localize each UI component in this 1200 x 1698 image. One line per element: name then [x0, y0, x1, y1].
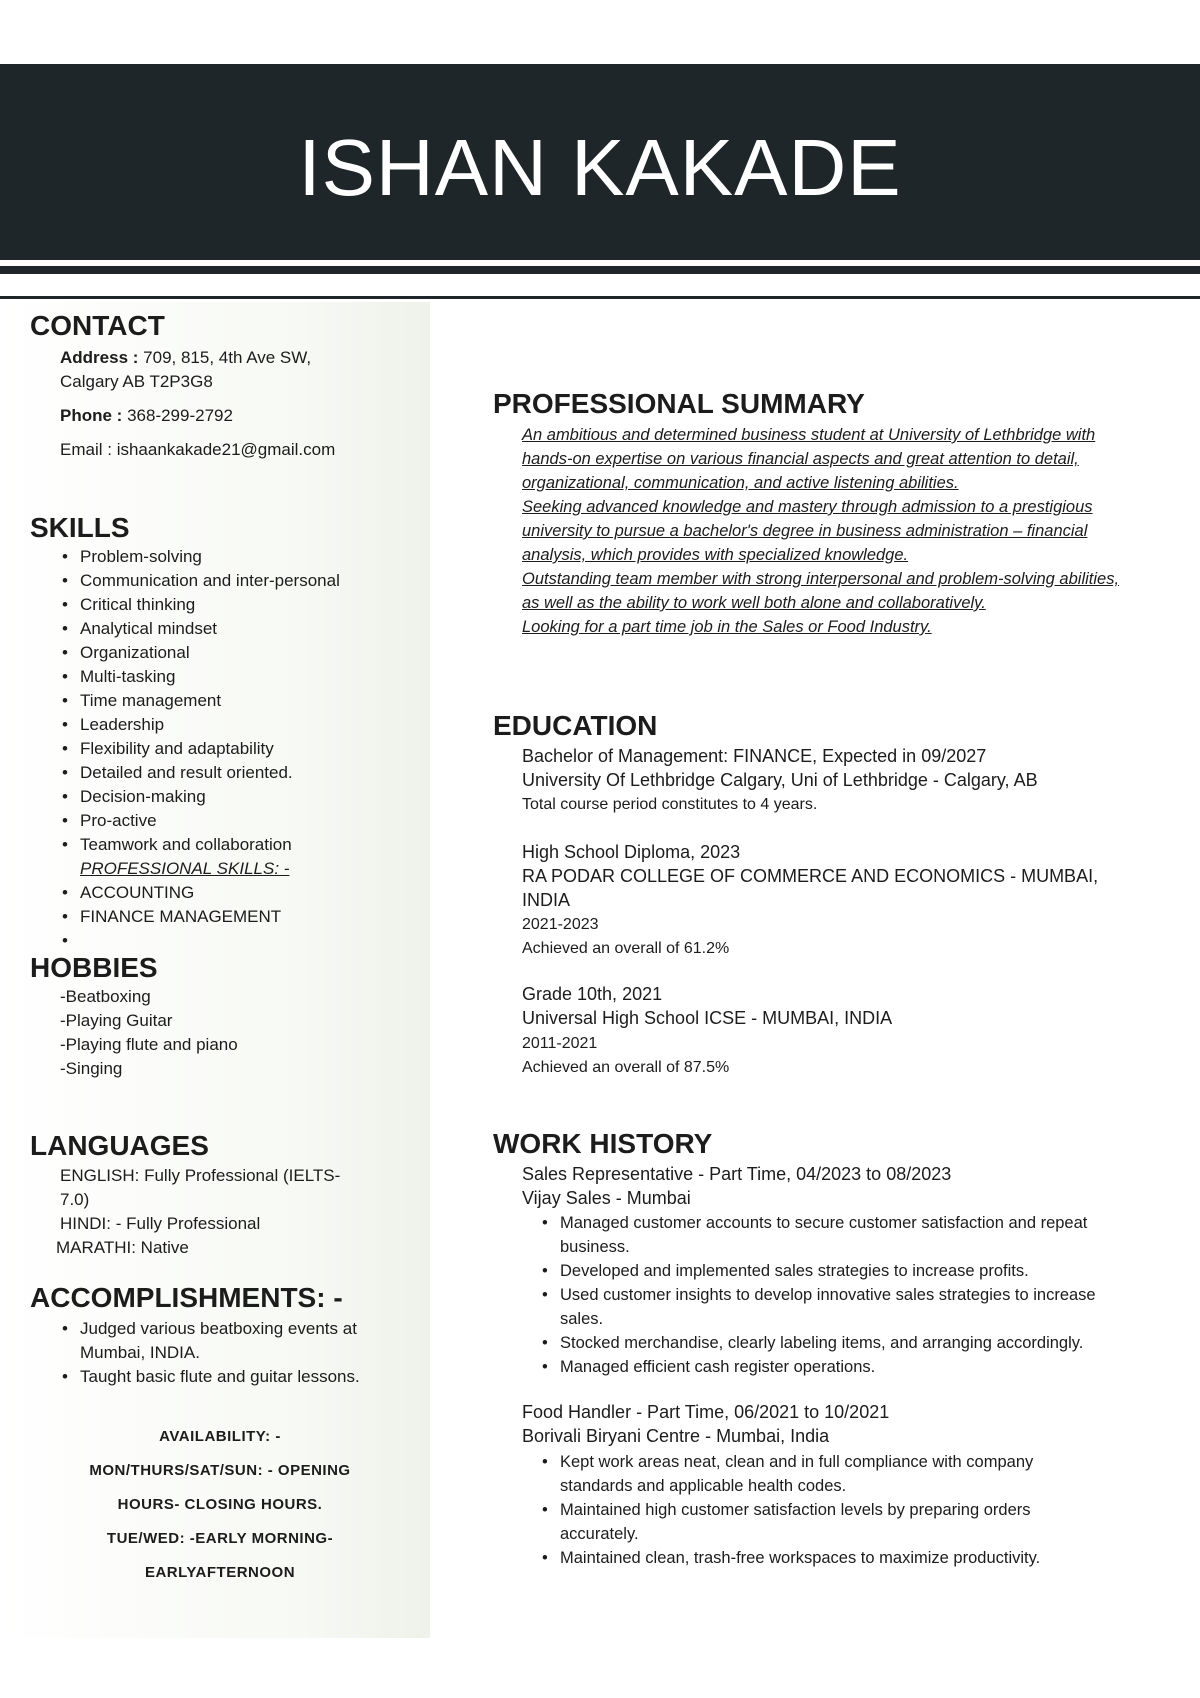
- list-item: • Managed customer accounts to secure customer satisfaction and repeat business.: [540, 1211, 1140, 1259]
- header-banner: [0, 64, 1200, 260]
- list-item: • Managed efficient cash register operations.: [540, 1355, 1140, 1379]
- education-years: 2021-2023: [522, 916, 599, 933]
- languages-heading: LANGUAGES: [30, 1130, 209, 1161]
- professional-skills-heading: PROFESSIONAL SKILLS: -: [80, 859, 290, 878]
- list-item: • Maintained high customer satisfaction levels by preparing orders accurately.: [540, 1498, 1100, 1546]
- email: Email : ishaankakade21@gmail.com: [60, 440, 336, 459]
- education-note: Total course period constitutes to 4 years.: [522, 796, 818, 813]
- skills-list: [60, 545, 430, 857]
- work-heading: WORK HISTORY: [493, 1128, 713, 1159]
- list-item: • Maintained clean, trash-free workspaces to maximize productivity.: [540, 1546, 1100, 1570]
- summary-paragraph: An ambitious and determined business student at University of Lethbridge with hands-on expertise on various financial aspects and great attention to detail, organizational, communication, and active listening abilities.: [522, 426, 1096, 492]
- degree-title: High School Diploma, 2023: [522, 842, 741, 862]
- language-english: ENGLISH: Fully Professional (IELTS-: [60, 1166, 341, 1185]
- professional-skills-list: [60, 881, 430, 929]
- summary-text: [522, 423, 1132, 639]
- list-item: • Developed and implemented sales strategies to increase profits.: [540, 1259, 1140, 1283]
- job-title: Food Handler - Part Time, 06/2021 to 10/2021: [522, 1402, 890, 1422]
- address-line2: Calgary AB T2P3G8: [60, 372, 213, 391]
- summary-paragraph: Seeking advanced knowledge and mastery through admission to a prestigious university to pursue a bachelor's degree in business administration – financial analysis, which provides with specialized knowledge.: [522, 498, 1093, 564]
- header-rule-thick: [0, 266, 1200, 274]
- summary-heading: PROFESSIONAL SUMMARY: [493, 388, 865, 419]
- availability-block: [30, 1420, 410, 1590]
- education-note: Achieved an overall of 87.5%: [522, 1059, 730, 1076]
- list-item: • Flexibility and adaptability: [60, 737, 430, 761]
- job-company: Borivali Biryani Centre - Mumbai, India: [522, 1426, 830, 1446]
- hobbies-heading: HOBBIES: [30, 952, 158, 983]
- list-item: • Judged various beatboxing events at Mumbai, INDIA.: [60, 1317, 370, 1365]
- list-item: • Multi-tasking: [60, 665, 430, 689]
- availability-line: TUE/WED: -EARLY MORNING-: [106, 1530, 334, 1547]
- list-item: -Playing Guitar: [60, 1011, 173, 1030]
- skills-heading: SKILLS: [30, 512, 130, 543]
- availability-line: MON/THURS/SAT/SUN: - OPENING: [89, 1462, 351, 1479]
- availability-heading: AVAILABILITY: -: [159, 1428, 281, 1445]
- header-rule-thin: [0, 296, 1200, 299]
- contact-heading: CONTACT: [30, 310, 165, 341]
- list-item: -Singing: [60, 1059, 123, 1078]
- list-item: • Teamwork and collaboration: [60, 833, 430, 857]
- list-item: -Beatboxing: [60, 987, 151, 1006]
- language-marathi: MARATHI: Native: [56, 1238, 189, 1257]
- summary-paragraph: Outstanding team member with strong interpersonal and problem-solving abilities, as well as the ability to work well both alone and collaboratively.: [522, 570, 1120, 612]
- accomplishments-heading: ACCOMPLISHMENTS: -: [30, 1282, 343, 1313]
- language-english-cont: 7.0): [60, 1190, 90, 1209]
- job-company: Vijay Sales - Mumbai: [522, 1188, 691, 1208]
- school-name: University Of Lethbridge Calgary, Uni of Lethbridge - Calgary, AB: [522, 770, 1038, 790]
- job-duties-list: [540, 1450, 1100, 1570]
- list-item: • Taught basic flute and guitar lessons.: [60, 1365, 370, 1389]
- list-item: -Playing flute and piano: [60, 1035, 238, 1054]
- education-years: 2011-2021: [522, 1035, 598, 1052]
- list-item: • Kept work areas neat, clean and in full compliance with company standards and applicable health codes.: [540, 1450, 1100, 1498]
- list-item: • ACCOUNTING: [60, 881, 430, 905]
- address-line1: Address : 709, 815, 4th Ave SW,: [60, 348, 312, 367]
- degree-title: Bachelor of Management: FINANCE, Expected in 09/2027: [522, 746, 987, 766]
- list-item: • Detailed and result oriented.: [60, 761, 430, 785]
- education-heading: EDUCATION: [493, 710, 658, 741]
- list-item: • Used customer insights to develop innovative sales strategies to increase sales.: [540, 1283, 1140, 1331]
- list-item: • Communication and inter-personal: [60, 569, 430, 593]
- school-name: RA PODAR COLLEGE OF COMMERCE AND ECONOMICS - MUMBAI, INDIA: [522, 866, 1099, 910]
- list-item: • Leadership: [60, 713, 430, 737]
- list-item: • Organizational: [60, 641, 430, 665]
- list-item: • Stocked merchandise, clearly labeling items, and arranging accordingly.: [540, 1331, 1140, 1355]
- list-item: • FINANCE MANAGEMENT: [60, 905, 430, 929]
- education-note: Achieved an overall of 61.2%: [522, 940, 730, 957]
- job-duties-list: [540, 1211, 1140, 1379]
- school-name: Universal High School ICSE - MUMBAI, INDIA: [522, 1008, 893, 1028]
- list-item: • Decision-making: [60, 785, 430, 809]
- availability-line: HOURS- CLOSING HOURS.: [117, 1496, 323, 1513]
- summary-paragraph: Looking for a part time job in the Sales or Food Industry.: [522, 618, 932, 636]
- candidate-name: ISHAN KAKADE: [298, 123, 902, 212]
- accomplishments-list: [60, 1317, 370, 1389]
- degree-title: Grade 10th, 2021: [522, 984, 663, 1004]
- list-item: • Problem-solving: [60, 545, 430, 569]
- language-hindi: HINDI: - Fully Professional: [60, 1214, 261, 1233]
- availability-line: EARLYAFTERNOON: [144, 1564, 296, 1581]
- list-item: • Time management: [60, 689, 430, 713]
- list-item: • Analytical mindset: [60, 617, 430, 641]
- list-item: • Critical thinking: [60, 593, 430, 617]
- list-item: • Pro-active: [60, 809, 430, 833]
- phone: Phone : 368-299-2792: [60, 406, 233, 425]
- job-title: Sales Representative - Part Time, 04/2023 to 08/2023: [522, 1164, 952, 1184]
